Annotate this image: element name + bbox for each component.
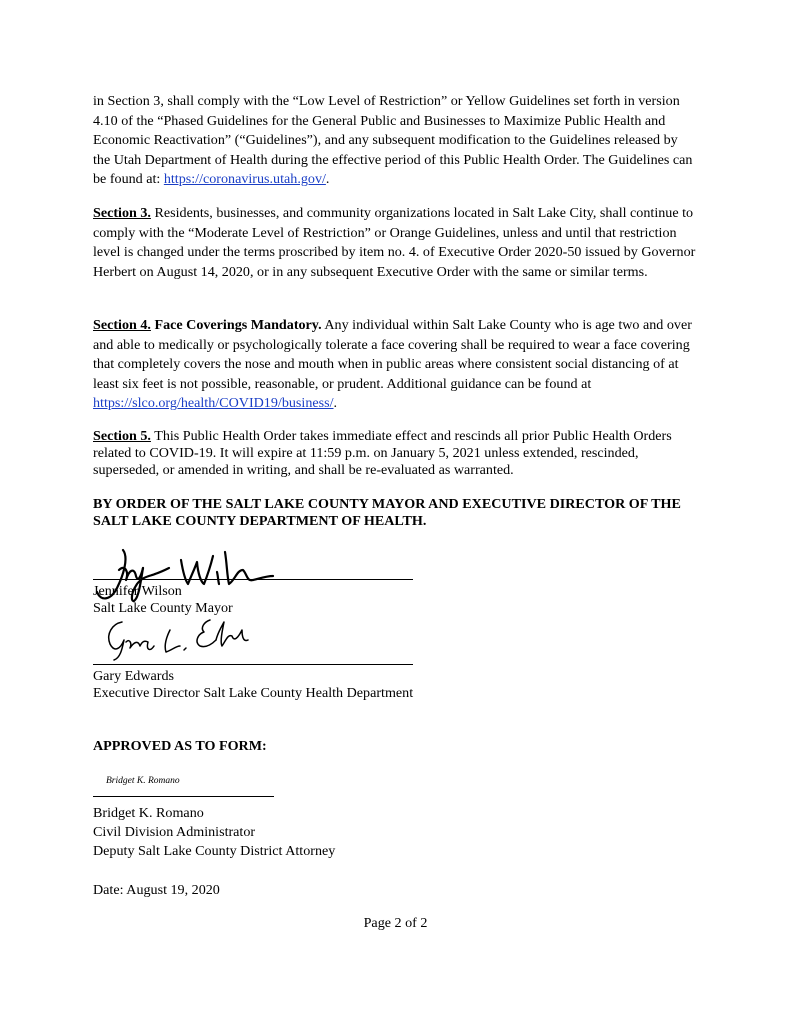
section-4-paragraph — [93, 316, 697, 414]
business-guidance-link[interactable]: https://slco.org/health/COVID19/business/ — [93, 395, 334, 412]
section-4-text: Any individual within Salt Lake County who is age two and over and able to medically or psychologically tolerate a face covering shall be required to wear a face covering that completely covers the nose and mouth when in public areas where consistent social distancing of at least six feet is not possible, reasonable, or prudent. Additional guidance can be found at — [93, 317, 692, 392]
signatory-3-title-1: Civil Division Administrator — [93, 824, 256, 840]
signature-line-2 — [93, 664, 413, 665]
page-number: Page 2 of 2 — [363, 915, 428, 931]
signatory-3-name: Bridget K. Romano — [93, 805, 204, 821]
section-4-title: Face Coverings Mandatory. — [150, 317, 322, 333]
signatory-1-name: Jennifer Wilson — [93, 583, 182, 599]
section-3-text: Residents, businesses, and community organizations located in Salt Lake City, shall continue to comply with the “Moderate Level of Restriction” or Orange Guidelines, unless and until that restriction level is changed under the terms proscribed by item no. 4. of Executive Order 2020-50 issued by Governor Herbert on August 14, 2020, or in any subsequent Executive Order with the same or similar terms. — [93, 205, 696, 280]
signatory-2-title: Executive Director Salt Lake County Health Department — [93, 685, 414, 701]
gary-edwards-signature — [100, 616, 250, 664]
order-date: Date: August 19, 2020 — [93, 882, 220, 898]
signature-line-3 — [93, 796, 274, 797]
bridget-romano-signature: Bridget K. Romano — [106, 776, 180, 786]
section-3-paragraph — [93, 204, 697, 282]
intro-text: in Section 3, shall comply with the “Low Level of Restriction” or Yellow Guidelines set forth in version 4.10 of the “Phased Guidelines for the General Public and Businesses to Maximize Public Health and Economic Reactivation” (“Guidelines”), and any subsequent modification to the Guidelines released by the Utah Department of Health during the effective period of this Public Health Order. The Guidelines can be found at: — [93, 93, 693, 188]
signatory-3-title-2: Deputy Salt Lake County District Attorney — [93, 843, 336, 859]
guidelines-link[interactable]: https://coronavirus.utah.gov/ — [163, 171, 326, 188]
section-5-text: This Public Health Order takes immediate effect and rescinds all prior Public Health Orders related to COVID-19. It will expire at 11:59 p.m. on January 5, 2021 unless extended, rescinded, superseded, or amended in writing, and shall be re-evaluated as warranted. — [93, 428, 672, 478]
section-4-text-end: . — [333, 395, 338, 412]
section-3-label: Section 3. — [93, 205, 151, 221]
intro-text-end: . — [325, 171, 330, 188]
approved-heading: APPROVED AS TO FORM: — [93, 738, 267, 754]
section-4-label: Section 4. — [93, 317, 151, 333]
order-statement: BY ORDER OF THE SALT LAKE COUNTY MAYOR AND EXECUTIVE DIRECTOR OF THE SALT LAKE COUNTY DEPARTMENT OF HEALTH. — [93, 496, 681, 529]
section-5-label: Section 5. — [93, 428, 151, 444]
signatory-2-name: Gary Edwards — [93, 668, 175, 684]
intro-paragraph — [93, 92, 697, 190]
section-5-paragraph — [93, 428, 697, 479]
signatory-1-title: Salt Lake County Mayor — [93, 600, 233, 616]
signature-line-1 — [93, 579, 413, 580]
